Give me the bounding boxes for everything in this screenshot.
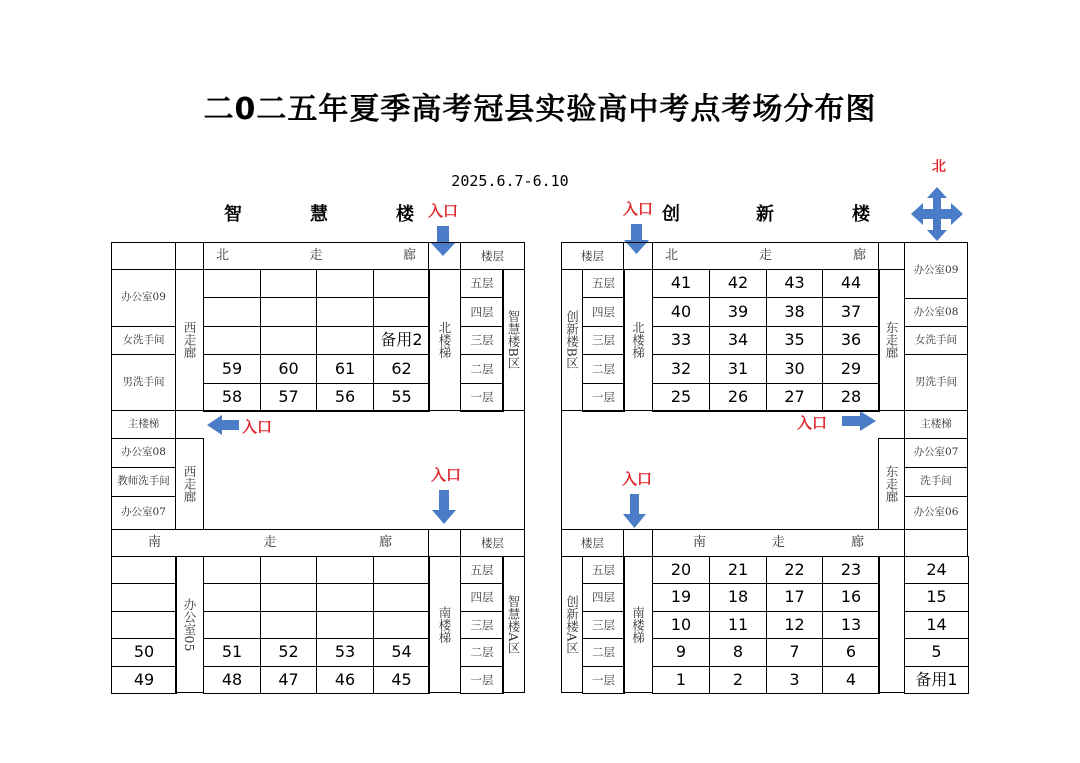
exam-room-cell: 17 (766, 583, 823, 612)
exam-room-cell: 44 (822, 269, 880, 298)
exam-room-cell (373, 269, 430, 298)
zone-a-label: 创新楼A区 (561, 556, 583, 693)
floor-header: 楼层 (460, 529, 525, 557)
floor-label: 一层 (582, 666, 625, 694)
entrance-label: 入口 (797, 414, 828, 432)
south-exam-rooms (203, 556, 429, 693)
exam-room-cell: 15 (904, 583, 969, 612)
room-office09: 办公室09 (904, 242, 968, 299)
exam-room-cell (203, 556, 261, 584)
left-building-grid (111, 242, 525, 693)
right-building-char-2: 新 (756, 204, 774, 225)
exam-room-cell: 36 (822, 326, 880, 355)
floor-header: 楼层 (460, 242, 525, 270)
exam-room-cell: 11 (709, 611, 767, 639)
exam-room-cell (373, 611, 430, 639)
floor-header: 楼层 (561, 242, 624, 270)
main-stairs-label: 主楼梯 (111, 410, 176, 439)
south-stairs-label: 南楼梯 (623, 556, 653, 693)
left-building-char-2: 慧 (310, 204, 328, 225)
courtyard (203, 410, 525, 530)
floor-label: 二层 (460, 638, 504, 667)
floor-label: 四层 (582, 297, 625, 327)
east-corridor-label: 东走廊 (878, 438, 905, 530)
exam-room-cell: 13 (822, 611, 880, 639)
exam-room-cell: 41 (652, 269, 710, 298)
exam-room-cell: 20 (652, 556, 710, 584)
exam-room-cell: 56 (316, 383, 374, 412)
exam-date: 2025.6.7-6.10 (451, 172, 569, 190)
north-label: 北 (932, 159, 946, 175)
exam-room-cell: 28 (822, 383, 880, 412)
room-office07: 办公室07 (904, 438, 968, 468)
exam-room-cell (203, 583, 261, 612)
exam-room-cell: 备用2 (373, 326, 430, 355)
exam-room-cell: 22 (766, 556, 823, 584)
exam-room-cell: 51 (203, 638, 261, 667)
exam-room-cell: 备用1 (904, 666, 969, 694)
blank-cell (623, 242, 653, 270)
left-building-char-1: 智 (224, 204, 242, 225)
north-stairs-label: 北楼梯 (428, 269, 461, 411)
zone-b-label: 创新楼B区 (561, 269, 583, 411)
north-corridor-label: 北 走 廊 (652, 242, 879, 270)
exam-room-cell: 35 (766, 326, 823, 355)
floor-labels (582, 269, 624, 411)
exam-room-cell: 9 (652, 638, 710, 667)
exam-room-cell: 42 (709, 269, 767, 298)
exam-room-cell: 12 (766, 611, 823, 639)
floor-label: 三层 (460, 611, 504, 639)
right-building-grid (561, 242, 968, 693)
exam-room-cell (203, 611, 261, 639)
entrance-label: 入口 (622, 470, 653, 488)
exam-room-cell: 61 (316, 354, 374, 384)
exam-room-cell (111, 611, 177, 639)
floor-label: 二层 (460, 354, 504, 384)
floor-label: 四层 (460, 583, 504, 612)
exam-room-cell: 57 (260, 383, 317, 412)
exam-room-cell: 10 (652, 611, 710, 639)
entrance-label: 入口 (623, 200, 654, 218)
exam-room-cell: 62 (373, 354, 430, 384)
blank-cell (878, 556, 905, 693)
exam-room-cell: 48 (203, 666, 261, 694)
exam-room-cell: 54 (373, 638, 430, 667)
room-mens-restroom: 男洗手间 (904, 354, 968, 411)
exam-room-cell: 30 (766, 354, 823, 384)
room-office08: 办公室08 (111, 438, 176, 468)
exam-room-cell: 52 (260, 638, 317, 667)
exam-room-cell: 49 (111, 666, 177, 694)
right-building-char-1: 创 (662, 204, 680, 225)
south-exam-rooms (652, 556, 879, 693)
exam-room-cell: 14 (904, 611, 969, 639)
floor-label: 一层 (460, 383, 504, 412)
exam-room-cell (111, 583, 177, 612)
south-corridor-label: 南 走 廊 (111, 529, 429, 557)
zone-a-label: 智慧楼A区 (502, 556, 525, 693)
exam-room-cell: 16 (822, 583, 880, 612)
exam-room-cell: 29 (822, 354, 880, 384)
west-corridor-label: 西走廊 (175, 438, 204, 530)
floor-label: 二层 (582, 638, 625, 667)
exam-room-cell (260, 269, 317, 298)
south-side-rooms (111, 556, 176, 693)
exam-room-cell: 8 (709, 638, 767, 667)
exam-room-cell: 4 (822, 666, 880, 694)
exam-room-cell: 60 (260, 354, 317, 384)
north-exam-rooms (652, 269, 879, 411)
south-side-rooms (904, 556, 968, 693)
exam-room-cell (373, 556, 430, 584)
page-title: 二0二五年夏季高考冠县实验高中考点考场分布图 (203, 92, 877, 127)
exam-room-cell (316, 326, 374, 355)
floor-label: 四层 (460, 297, 504, 327)
exam-room-cell: 3 (766, 666, 823, 694)
exam-room-cell: 32 (652, 354, 710, 384)
exam-room-cell: 5 (904, 638, 969, 667)
south-stairs-label: 南楼梯 (428, 556, 461, 693)
entrance-label: 入口 (428, 202, 459, 220)
blank-cell (878, 410, 905, 439)
exam-room-cell (203, 326, 261, 355)
exam-room-cell (203, 297, 261, 327)
compass-arrow-icon (909, 185, 965, 243)
blank-cell (175, 410, 204, 439)
exam-room-cell: 53 (316, 638, 374, 667)
floor-label: 三层 (582, 326, 625, 355)
floor-label: 三层 (582, 611, 625, 639)
floor-label: 一层 (582, 383, 625, 412)
exam-room-cell: 24 (904, 556, 969, 584)
left-building-char-3: 楼 (396, 204, 414, 225)
exam-room-cell: 46 (316, 666, 374, 694)
exam-room-cell: 43 (766, 269, 823, 298)
exam-room-cell: 55 (373, 383, 430, 412)
east-corridor-label: 东走廊 (878, 269, 905, 411)
room-office08: 办公室08 (904, 298, 968, 327)
exam-room-cell: 40 (652, 297, 710, 327)
exam-room-cell (260, 583, 317, 612)
exam-room-cell: 59 (203, 354, 261, 384)
exam-room-cell: 25 (652, 383, 710, 412)
exam-room-cell: 19 (652, 583, 710, 612)
exam-room-cell (260, 297, 317, 327)
blank-cell (175, 242, 204, 270)
exam-room-cell (260, 326, 317, 355)
exam-room-cell: 23 (822, 556, 880, 584)
north-corridor-label: 北 走 廊 (203, 242, 429, 270)
exam-room-cell (316, 269, 374, 298)
floor-header: 楼层 (561, 529, 624, 557)
floor-label: 一层 (460, 666, 504, 694)
floor-label: 五层 (582, 269, 625, 298)
exam-room-cell (316, 297, 374, 327)
exam-room-cell (260, 611, 317, 639)
zone-b-label: 智慧楼B区 (502, 269, 525, 411)
exam-room-cell (373, 583, 430, 612)
exam-room-cell (316, 556, 374, 584)
exam-room-cell: 47 (260, 666, 317, 694)
exam-room-cell: 50 (111, 638, 177, 667)
exam-room-cell: 7 (766, 638, 823, 667)
exam-room-cell: 27 (766, 383, 823, 412)
room-womens-restroom: 女洗手间 (111, 326, 176, 355)
exam-room-cell: 1 (652, 666, 710, 694)
right-building-char-3: 楼 (852, 204, 870, 225)
courtyard (561, 410, 879, 530)
room-office09: 办公室09 (111, 269, 176, 327)
floor-label: 四层 (582, 583, 625, 612)
exam-room-cell: 21 (709, 556, 767, 584)
blank-cell (623, 529, 653, 557)
exam-room-cell (260, 556, 317, 584)
blank-cell (428, 529, 461, 557)
floor-label: 五层 (460, 269, 504, 298)
exam-room-cell: 58 (203, 383, 261, 412)
exam-room-cell: 45 (373, 666, 430, 694)
room-teacher-restroom: 教师洗手间 (111, 467, 176, 497)
office05-label: 办公室05 (175, 556, 204, 693)
room-restroom: 洗手间 (904, 467, 968, 497)
west-corridor-label: 西走廊 (175, 269, 204, 411)
blank-cell (878, 242, 905, 270)
north-exam-rooms (203, 269, 429, 411)
exam-room-cell (203, 269, 261, 298)
exam-room-cell: 38 (766, 297, 823, 327)
floor-label: 五层 (582, 556, 625, 584)
exam-room-cell: 18 (709, 583, 767, 612)
exam-room-cell: 31 (709, 354, 767, 384)
exam-room-cell: 6 (822, 638, 880, 667)
exam-room-cell: 39 (709, 297, 767, 327)
room-womens-restroom: 女洗手间 (904, 326, 968, 355)
north-stairs-label: 北楼梯 (623, 269, 653, 411)
entrance-label: 入口 (431, 466, 462, 484)
room-mens-restroom: 男洗手间 (111, 354, 176, 411)
floor-labels (582, 556, 624, 693)
blank-cell (428, 242, 461, 270)
south-corridor-label: 南 走 廊 (652, 529, 905, 557)
exam-room-cell: 33 (652, 326, 710, 355)
exam-room-cell: 26 (709, 383, 767, 412)
blank-cell (904, 529, 968, 557)
main-stairs-label: 主楼梯 (904, 410, 968, 439)
room-office06: 办公室06 (904, 496, 968, 530)
floor-label: 五层 (460, 556, 504, 584)
exam-room-cell (111, 556, 177, 584)
exam-room-cell: 2 (709, 666, 767, 694)
exam-room-cell: 34 (709, 326, 767, 355)
exam-room-cell (373, 297, 430, 327)
exam-room-cell (316, 583, 374, 612)
blank-cell (111, 242, 176, 270)
entrance-label: 入口 (242, 418, 273, 436)
floor-label: 二层 (582, 354, 625, 384)
room-office07: 办公室07 (111, 496, 176, 530)
exam-room-cell (316, 611, 374, 639)
floor-labels (460, 269, 503, 411)
floor-labels (460, 556, 503, 693)
exam-room-cell: 37 (822, 297, 880, 327)
floor-label: 三层 (460, 326, 504, 355)
